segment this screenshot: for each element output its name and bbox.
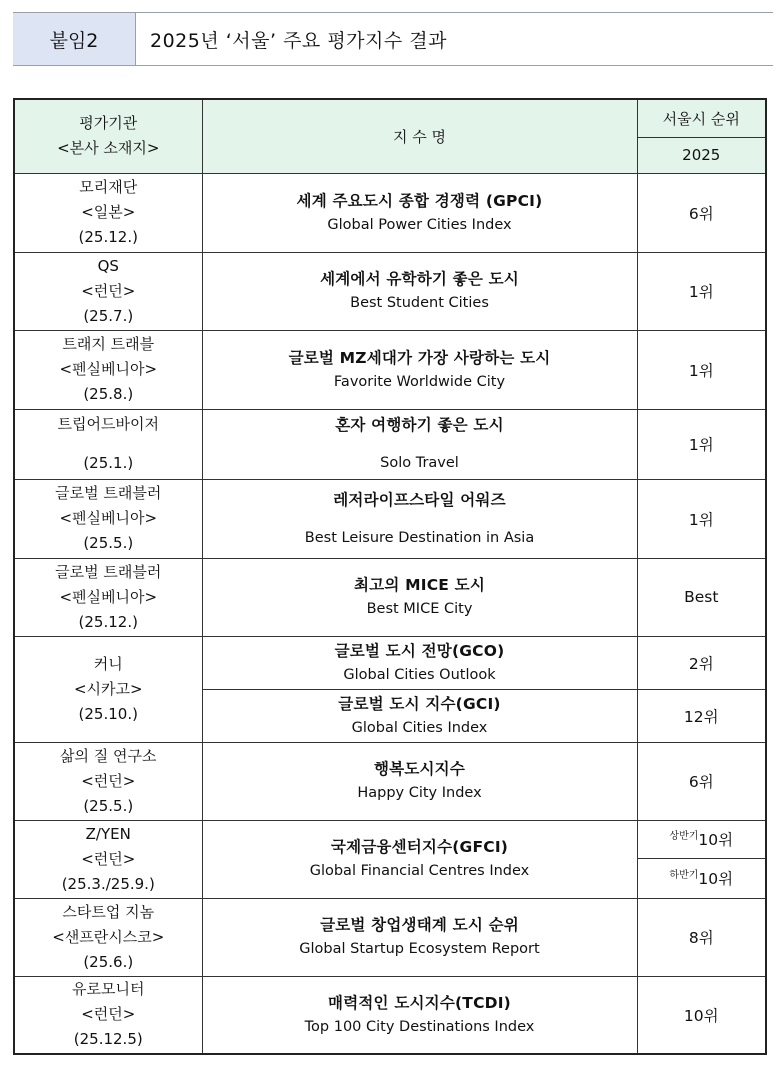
index-cell: [202, 742, 637, 820]
index-cell: [202, 173, 637, 252]
org-cell: [14, 409, 202, 479]
second-half-label: 하반기: [669, 870, 699, 882]
index-cell: [202, 558, 637, 636]
org-date: (25.5.): [83, 534, 134, 552]
index-name-en: Happy City Index: [357, 785, 482, 801]
index-name-ko: 글로벌 창업생태계 도시 순위: [320, 916, 519, 934]
rank-cell: 1위: [637, 252, 766, 330]
rank-cell: 8위: [637, 898, 766, 976]
index-name-en: Solo Travel: [380, 455, 459, 471]
table-row: [14, 252, 766, 330]
index-name-ko: 행복도시지수: [373, 760, 466, 778]
index-name-en: Global Financial Centres Index: [309, 863, 530, 879]
header-year: 2025: [637, 137, 766, 173]
org-cell: [14, 898, 202, 976]
org-date: (25.10.): [78, 704, 138, 723]
rank-cell: 12위: [637, 689, 766, 742]
rank-cell: 1위: [637, 330, 766, 409]
index-cell: [202, 820, 637, 898]
org-cell: [14, 742, 202, 820]
table-row: [14, 173, 766, 252]
org-name: 유로모니터: [72, 980, 145, 999]
index-name-en: Best Leisure Destination in Asia: [304, 529, 535, 546]
index-name-ko: 레저라이프스타일 어워즈: [333, 490, 506, 509]
rank-cell: 10위: [637, 976, 766, 1054]
table-row: [14, 976, 766, 1054]
org-date: (25.6.): [83, 952, 134, 971]
org-cell: [14, 252, 202, 330]
org-name: 글로벌 트래블러: [55, 484, 162, 502]
table-row: [14, 820, 766, 858]
org-cell: [14, 479, 202, 558]
second-half-rank: 10위: [698, 870, 734, 889]
org-name: 트래지 트래블: [62, 335, 155, 353]
org-name: 모리재단: [79, 178, 138, 196]
attachment-tag: 붙임2: [13, 13, 136, 65]
org-date: (25.7.): [83, 306, 134, 325]
org-location: <런던>: [81, 849, 136, 868]
org-location: <펜실베니아>: [59, 360, 158, 378]
table-row: [14, 898, 766, 976]
index-name-ko: 글로벌 MZ세대가 가장 사랑하는 도시: [288, 348, 551, 367]
spacer: [203, 512, 637, 526]
rank-cell-second-half: [637, 858, 766, 898]
first-half-rank: 10위: [698, 831, 734, 850]
index-name-en: Global Power Cities Index: [327, 216, 512, 233]
org-name: QS: [97, 256, 119, 275]
org-cell: [14, 330, 202, 409]
rank-cell: 2위: [637, 636, 766, 689]
org-cell: [14, 558, 202, 636]
table-row: [14, 330, 766, 409]
index-name-en: Favorite Worldwide City: [333, 373, 506, 390]
index-name-ko: 매력적인 도시지수(TCDI): [328, 993, 511, 1012]
ranking-table: [13, 98, 767, 1055]
header-org-sub: <본사 소재지>: [57, 139, 160, 158]
index-cell: [202, 252, 637, 330]
rank-cell: 1위: [637, 479, 766, 558]
org-name: 삶의 질 연구소: [60, 746, 157, 765]
index-name-en: Top 100 City Destinations Index: [304, 1018, 535, 1035]
org-location: <펜실베니아>: [59, 509, 158, 527]
org-date: (25.3./25.9.): [61, 874, 155, 893]
org-location: [15, 437, 202, 451]
org-location: <시카고>: [73, 679, 143, 698]
rank-cell: Best: [637, 558, 766, 636]
rank-cell: 1위: [637, 409, 766, 479]
org-location: <일본>: [81, 203, 136, 221]
org-cell: [14, 173, 202, 252]
org-location: <샌프란시스코>: [52, 927, 165, 946]
index-cell: [202, 330, 637, 409]
page-title: 2025년 ‘서울’ 주요 평가지수 결과: [150, 29, 447, 52]
table-row: [14, 742, 766, 820]
index-name-ko: 최고의 MICE 도시: [353, 576, 485, 594]
index-name-en: Global Startup Ecosystem Report: [299, 941, 540, 957]
spacer: [203, 437, 637, 451]
org-date: (25.8.): [83, 385, 134, 403]
table-row: [14, 479, 766, 558]
table-row: [14, 636, 766, 689]
index-name-ko: 세계에서 유학하기 좋은 도시: [320, 270, 519, 288]
index-name-ko: 세계 주요도시 종합 경쟁력 (GPCI): [296, 191, 543, 210]
org-location: <펜실베니아>: [59, 587, 158, 606]
rank-cell: 6위: [637, 742, 766, 820]
index-cell: [202, 976, 637, 1054]
org-location: <런던>: [81, 281, 136, 300]
org-name: 트립어드바이저: [57, 415, 159, 433]
index-cell: [202, 689, 637, 742]
rank-cell: 6위: [637, 173, 766, 252]
org-name: 스타트업 지놈: [62, 902, 155, 921]
index-cell: [202, 409, 637, 479]
org-cell: [14, 976, 202, 1054]
org-cell: [14, 636, 202, 742]
org-date: (25.12.5): [73, 1030, 143, 1049]
org-date: (25.1.): [83, 454, 134, 472]
index-name-en: Best Student Cities: [350, 295, 489, 311]
index-name-en: Global Cities Outlook: [343, 666, 496, 683]
org-name: 글로벌 트래블러: [55, 562, 162, 581]
header-org: [14, 99, 202, 173]
index-cell: [202, 479, 637, 558]
org-name: Z/YEN: [85, 824, 131, 843]
header-rank: 서울시 순위: [637, 99, 766, 137]
index-name-ko: 혼자 여행하기 좋은 도시: [335, 416, 504, 434]
index-name-ko: 글로벌 도시 전망(GCO): [334, 641, 505, 660]
index-name-en: Global Cities Index: [351, 719, 488, 736]
org-cell: [14, 820, 202, 898]
index-cell: [202, 636, 637, 689]
org-name: 커니: [93, 654, 123, 673]
rank-cell-first-half: [637, 820, 766, 858]
org-date: (25.5.): [83, 796, 134, 815]
first-half-label: 상반기: [669, 831, 699, 843]
index-name-ko: 글로벌 도시 지수(GCI): [338, 694, 501, 713]
index-cell: [202, 898, 637, 976]
header-index: 지 수 명: [202, 99, 637, 173]
index-name-en: Best MICE City: [366, 601, 473, 617]
page-header: [13, 12, 773, 66]
header-org-label: 평가기관: [79, 114, 138, 133]
org-location: <런던>: [81, 1005, 136, 1024]
org-location: <런던>: [81, 771, 136, 790]
index-name-ko: 국제금융센터지수(GFCI): [330, 838, 509, 856]
org-date: (25.12.): [78, 228, 138, 246]
table-row: [14, 558, 766, 636]
table-row: [14, 409, 766, 479]
org-date: (25.12.): [78, 612, 138, 631]
